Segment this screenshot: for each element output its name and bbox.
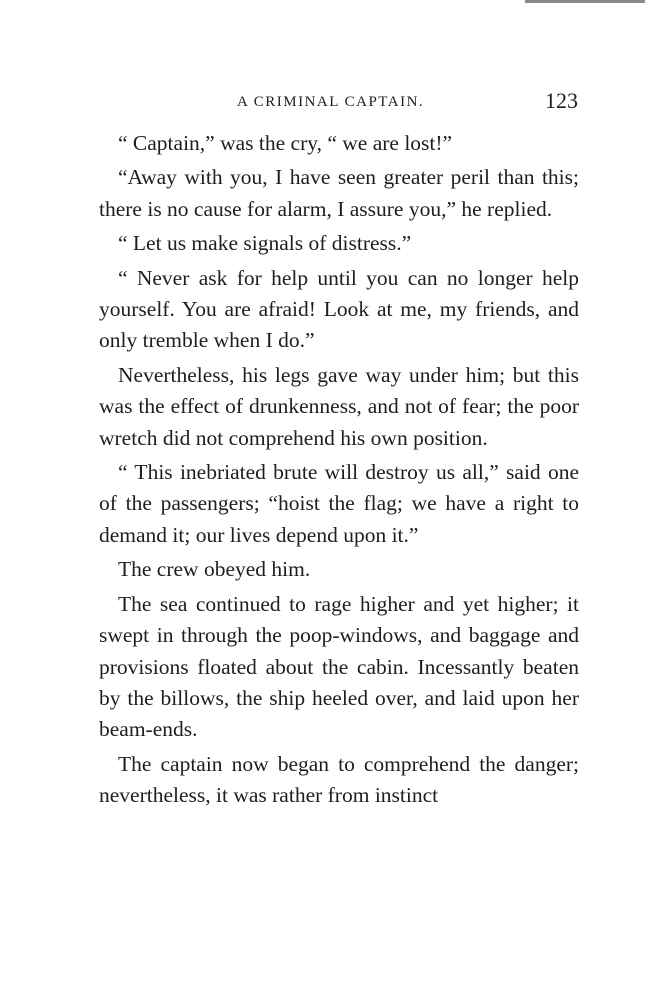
top-edge-rule bbox=[525, 0, 645, 3]
paragraph: The sea continued to rage higher and yet higher; it swept in through the poop-windows, and baggage and provisions floated about the cabin. Incessantly beaten by the billows, the ship heeled over, and laid upon her beam-ends. bbox=[99, 591, 579, 742]
body-text bbox=[99, 128, 579, 815]
paragraph: The captain now began to comprehend the danger; nevertheless, it was rather from instinct bbox=[99, 751, 579, 808]
page-number: 123 bbox=[545, 88, 578, 113]
paragraph: “ This inebriated brute will destroy us all,” said one of the passengers; “hoist the flag; we have a right to demand it; our lives depend upon it.” bbox=[99, 460, 579, 547]
paragraph: “ Captain,” was the cry, “ we are lost!” bbox=[118, 131, 453, 155]
running-head: A CRIMINAL CAPTAIN. bbox=[237, 94, 425, 110]
paragraph: Nevertheless, his legs gave way under him; but this was the effect of drunkenness, and not of fear; the poor wretch did not comprehend his own position. bbox=[99, 362, 579, 450]
paragraph: “ Let us make signals of distress.” bbox=[118, 231, 412, 256]
paragraph: “ Never ask for help until you can no longer help yourself. You are afraid! Look at me, my friends, and only tremble when I do.” bbox=[99, 265, 579, 353]
paragraph: “Away with you, I have seen greater peril than this; there is no cause for alarm, I assure you,” he replied. bbox=[99, 165, 579, 221]
page-header bbox=[99, 86, 582, 120]
paragraph: The crew obeyed him. bbox=[118, 557, 311, 582]
